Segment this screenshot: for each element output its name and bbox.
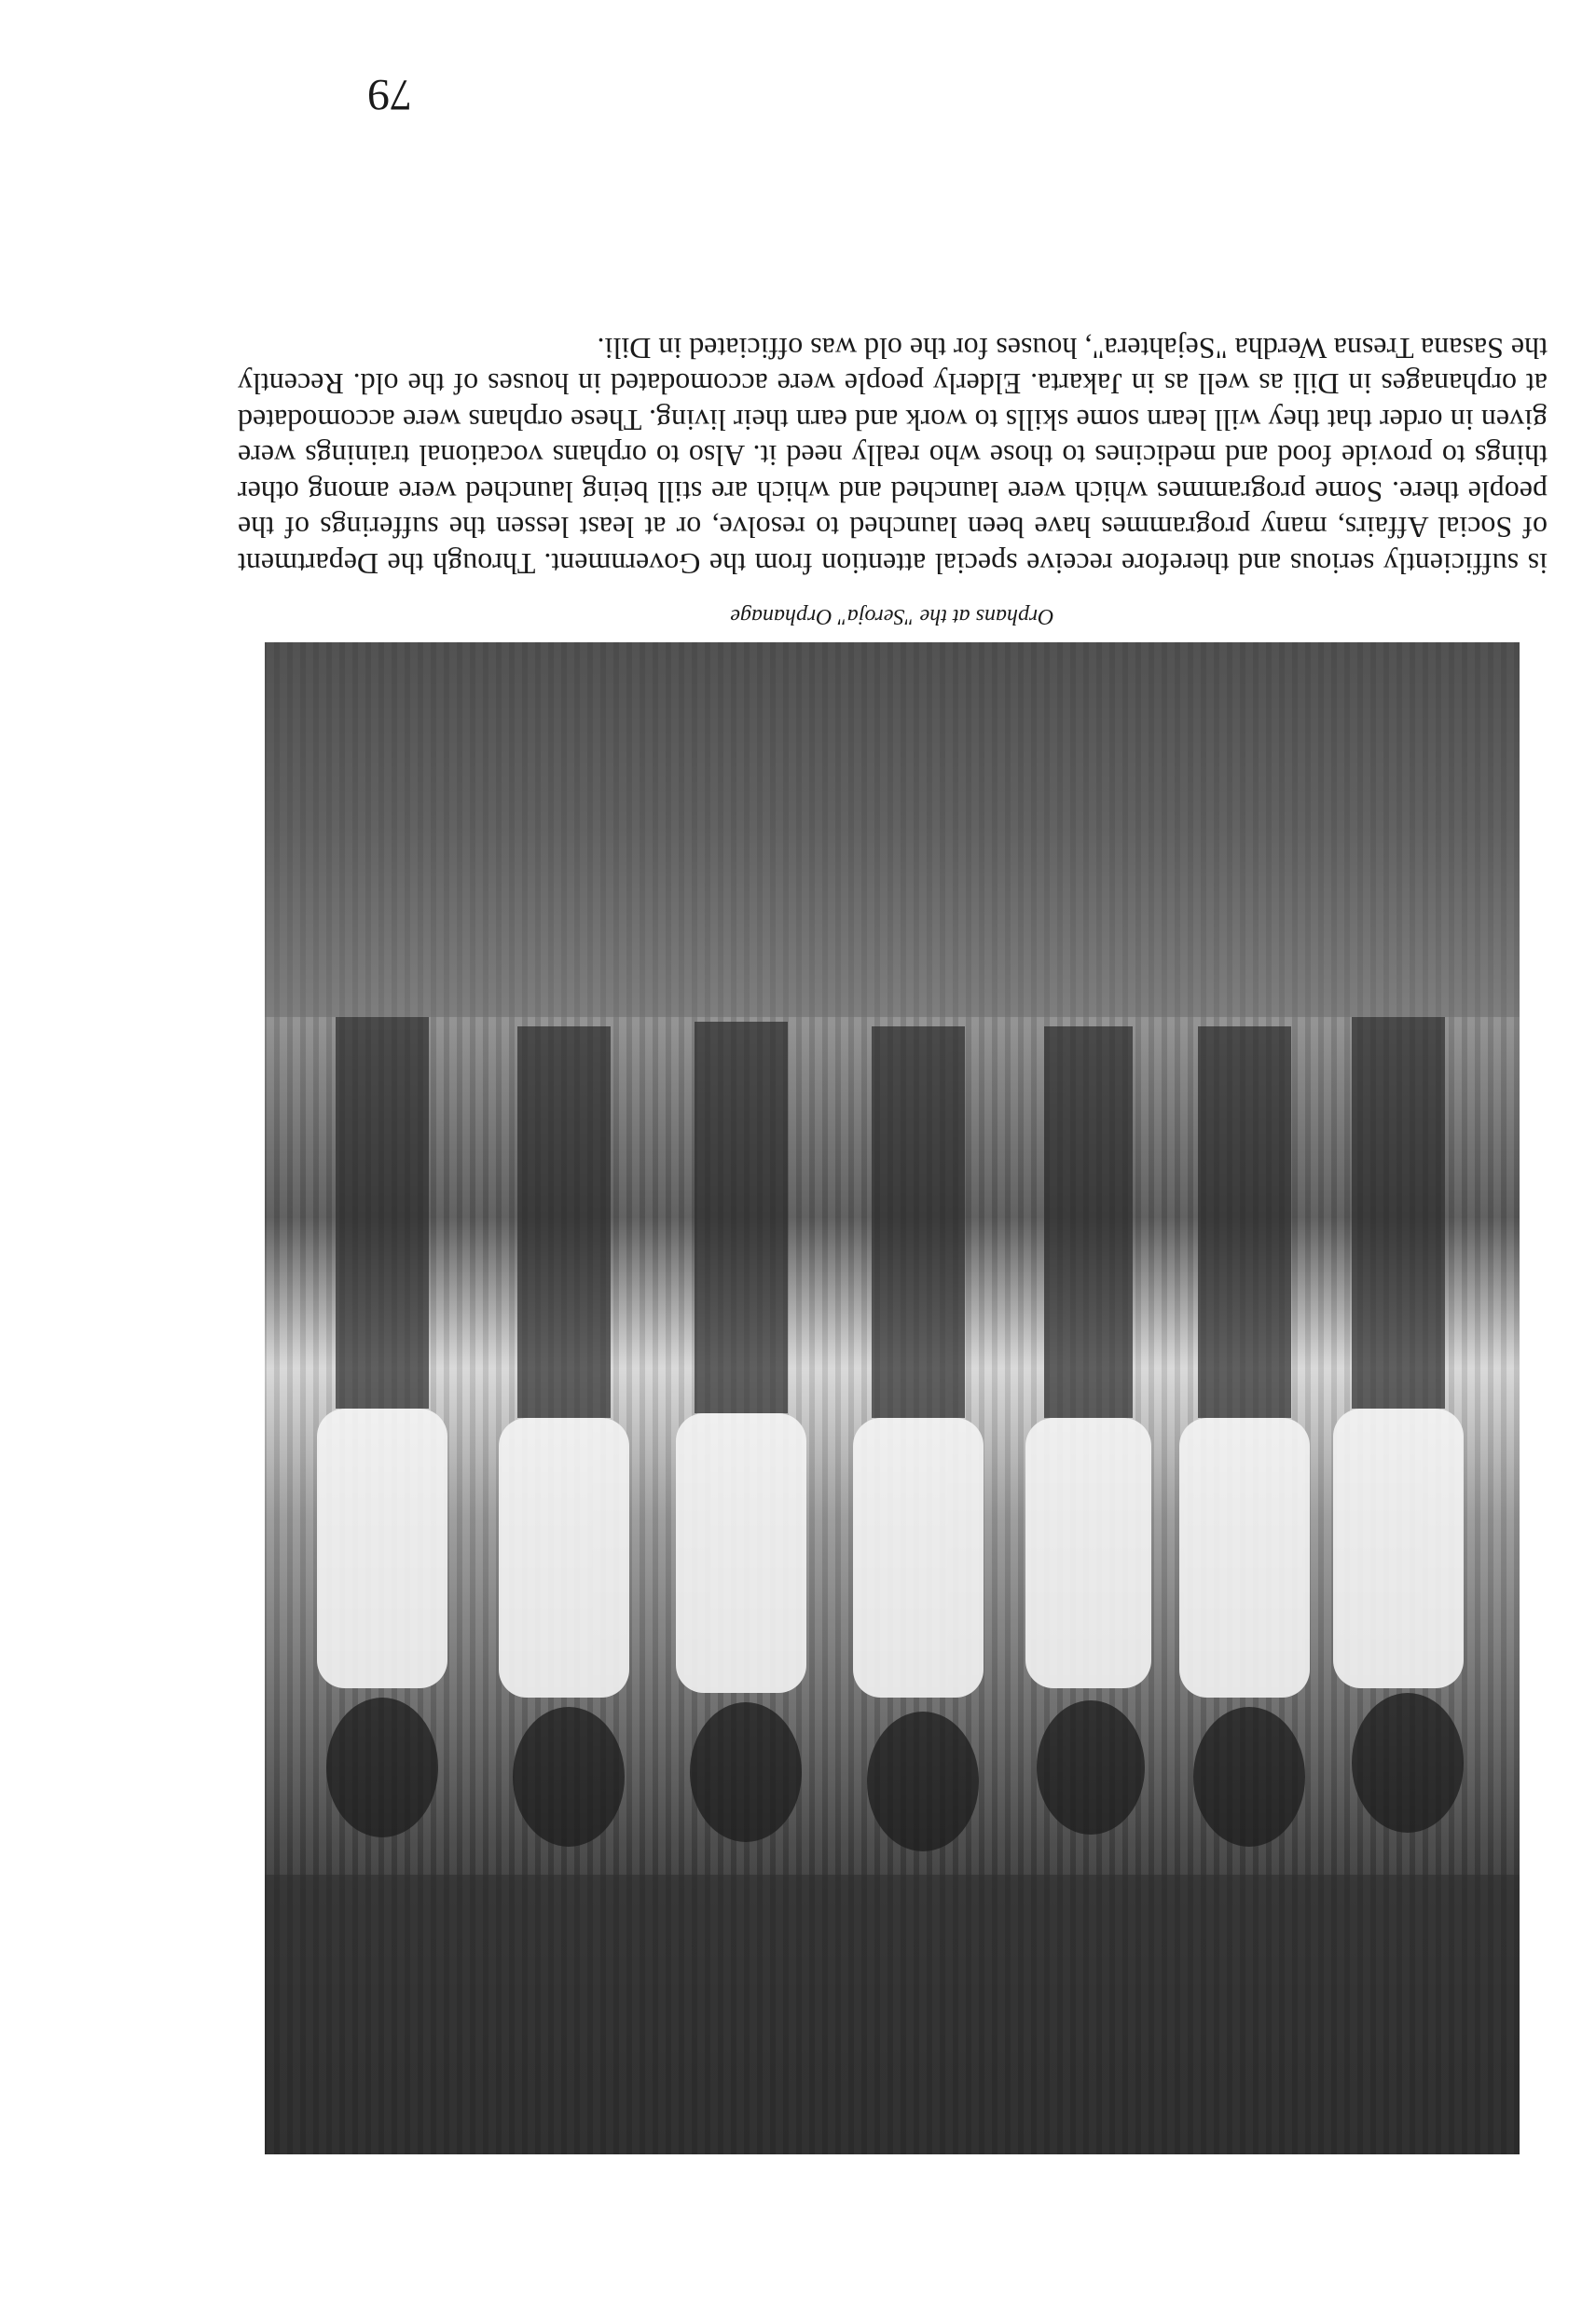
orphans-photograph — [265, 642, 1520, 2154]
page-number: 79 — [367, 70, 412, 119]
body-paragraph: is sufficiently serious and therefore receive special attention from the Government. Through the Department of Social Affairs, many programmes have been launched to resolve, or at least lessen the sufferings of the people there. Some programmes which were launched and which are still being launched were among other things to provide food and medicines to those who really need it. Also to orphans vocational trainings were given in order that they will learn some skills to work and earn their living. These orphans were accomodated at orphanages in Dili as well as in Jakarta. Elderly people were accomodated in houses of the old. Recently the Sasana Tresna Werdha "Sejahtera", houses for the old was officiated in Dili. — [238, 332, 1548, 581]
photograph-icon — [265, 642, 1520, 2154]
photo-caption: Orphans at the "Seroja" Orphanage — [730, 604, 1054, 628]
